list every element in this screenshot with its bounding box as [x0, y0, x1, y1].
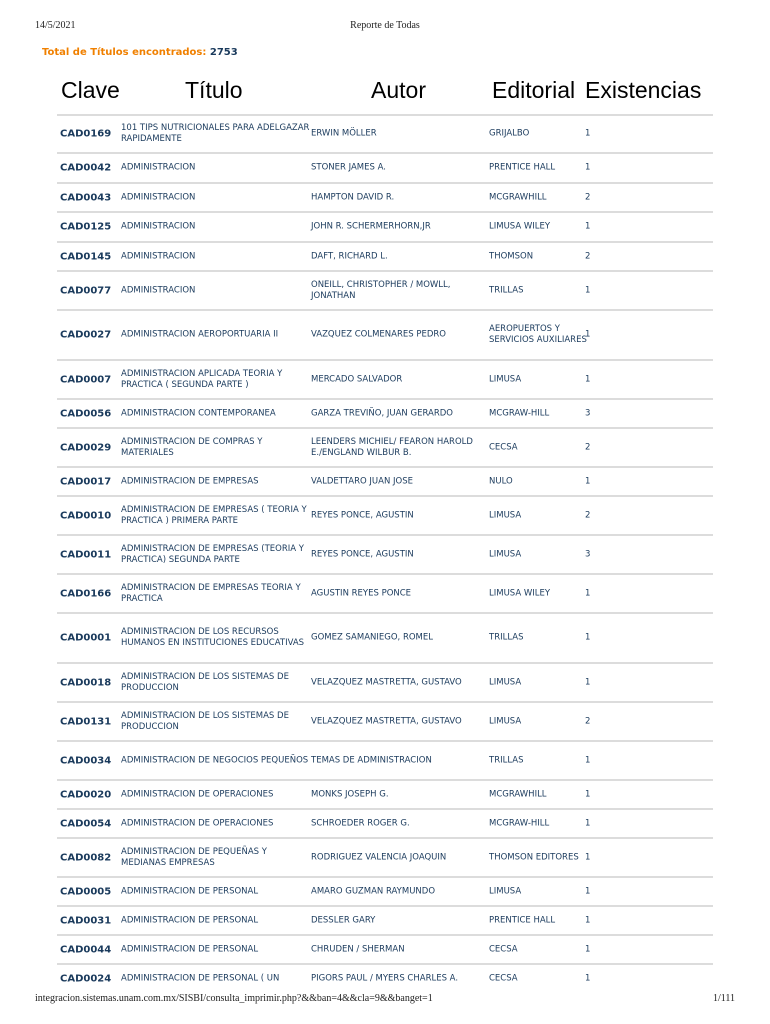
page-number: 1/111 — [712, 993, 735, 1004]
row-existencias: 2 — [585, 251, 591, 261]
row-clave: CAD0034 — [60, 755, 112, 766]
row-autor: AGUSTIN REYES PONCE — [311, 588, 412, 598]
row-autor: RODRIGUEZ VALENCIA JOAQUIN — [311, 852, 447, 862]
row-existencias: 1 — [585, 915, 591, 925]
table-row — [57, 662, 713, 701]
row-clave: CAD0054 — [60, 818, 112, 829]
row-autor: ONEILL, CHRISTOPHER / MOWLL, JONATHAN — [311, 279, 451, 301]
row-clave: CAD0024 — [60, 973, 112, 984]
table-row — [57, 270, 713, 309]
row-clave: CAD0042 — [60, 162, 112, 174]
table-row — [57, 309, 713, 359]
row-clave: CAD0001 — [60, 632, 112, 644]
page-url: integracion.sistemas.unam.com.mx/SISBI/consulta_imprimir.php?&&ban=4&&cla=9&&banget=1 — [35, 993, 433, 1004]
row-existencias: 3 — [585, 408, 591, 418]
row-editorial: LIMUSA WILEY — [489, 588, 551, 598]
col-titulo: Título — [185, 77, 243, 103]
table-row — [57, 466, 713, 495]
col-autor: Autor — [371, 77, 426, 103]
row-editorial: TRILLAS — [489, 755, 524, 765]
row-editorial: TRILLAS — [489, 632, 524, 643]
row-existencias: 1 — [585, 329, 591, 340]
row-clave: CAD0056 — [60, 408, 112, 419]
row-editorial: CECSA — [489, 944, 518, 954]
row-titulo: ADMINISTRACION DE PERSONAL — [121, 944, 259, 954]
row-autor: VAZQUEZ COLMENARES PEDRO — [311, 329, 446, 340]
row-autor: LEENDERS MICHIEL/ FEARON HAROLD E./ENGLAND WILBUR B. — [311, 436, 473, 458]
table-row — [57, 934, 713, 963]
row-clave: CAD0169 — [60, 128, 112, 140]
row-existencias: 1 — [585, 852, 591, 862]
row-editorial: MCGRAW-HILL — [489, 408, 550, 418]
row-existencias: 1 — [585, 818, 591, 828]
table-header — [58, 77, 718, 111]
row-existencias: 2 — [585, 510, 591, 520]
table-row — [57, 701, 713, 740]
table-row — [57, 398, 713, 427]
row-existencias: 1 — [585, 755, 591, 765]
row-clave: CAD0044 — [60, 944, 112, 955]
results-table — [57, 114, 713, 992]
table-row — [57, 114, 713, 152]
col-existencias: Existencias — [585, 77, 702, 103]
table-row — [57, 905, 713, 934]
row-titulo: ADMINISTRACION DE EMPRESAS ( TEORIA Y PRACTICA ) PRIMERA PARTE — [121, 504, 307, 526]
row-editorial: CECSA — [489, 973, 518, 983]
row-titulo: ADMINISTRACION APLICADA TEORIA Y PRACTICA ( SEGUNDA PARTE ) — [121, 368, 283, 390]
row-autor: VALDETTARO JUAN JOSE — [311, 476, 413, 486]
table-row — [57, 779, 713, 808]
row-existencias: 2 — [585, 716, 591, 726]
row-editorial: LIMUSA — [489, 549, 522, 559]
row-autor: ERWIN MÖLLER — [311, 128, 377, 139]
row-editorial: LIMUSA — [489, 886, 522, 896]
row-existencias: 1 — [585, 886, 591, 896]
row-clave: CAD0017 — [60, 476, 112, 487]
row-autor: VELAZQUEZ MASTRETTA, GUSTAVO — [311, 677, 462, 687]
total-count: 2753 — [209, 47, 238, 58]
row-existencias: 1 — [585, 973, 591, 983]
row-autor: JOHN R. SCHERMERHORN,JR — [311, 221, 431, 232]
row-titulo: ADMINISTRACION DE PEQUEÑAS Y MEDIANAS EMPRESAS — [121, 846, 267, 868]
row-editorial: PRENTICE HALL — [489, 915, 556, 925]
row-existencias: 1 — [585, 285, 591, 295]
row-editorial: MCGRAWHILL — [489, 192, 547, 202]
table-row — [57, 573, 713, 612]
row-clave: CAD0043 — [60, 192, 112, 203]
row-existencias: 2 — [585, 442, 591, 452]
row-existencias: 1 — [585, 476, 591, 486]
row-autor: DESSLER GARY — [311, 915, 376, 925]
row-titulo: ADMINISTRACION — [121, 221, 196, 232]
table-row — [57, 808, 713, 837]
row-titulo: ADMINISTRACION CONTEMPORANEA — [121, 408, 276, 418]
row-titulo: ADMINISTRACION — [121, 192, 196, 202]
row-titulo: ADMINISTRACION DE COMPRAS Y MATERIALES — [121, 436, 263, 458]
table-row — [57, 740, 713, 779]
row-editorial: THOMSON — [489, 251, 534, 261]
row-editorial: GRIJALBO — [489, 128, 530, 139]
row-clave: CAD0077 — [60, 285, 112, 296]
report-title: Reporte de Todas — [350, 20, 420, 31]
row-clave: CAD0020 — [60, 789, 112, 800]
row-autor: HAMPTON DAVID R. — [311, 192, 395, 202]
table-row — [57, 211, 713, 241]
table-row — [57, 241, 713, 270]
total-label: Total de Títulos encontrados: — [42, 47, 207, 58]
col-clave: Clave — [61, 77, 120, 103]
row-editorial: LIMUSA — [489, 716, 522, 726]
row-titulo: ADMINISTRACION DE LOS SISTEMAS DE PRODUCCION — [121, 671, 289, 693]
row-titulo: ADMINISTRACION DE PERSONAL ( UN — [121, 973, 280, 983]
row-titulo: ADMINISTRACION DE LOS RECURSOS HUMANOS EN INSTITUCIONES EDUCATIVAS — [121, 627, 305, 648]
row-autor: TEMAS DE ADMINISTRACION — [311, 755, 432, 765]
row-existencias: 1 — [585, 677, 591, 687]
table-row — [57, 152, 713, 182]
table-row — [57, 837, 713, 876]
row-editorial: MCGRAWHILL — [489, 789, 547, 799]
col-editorial: Editorial — [492, 77, 576, 103]
row-titulo: ADMINISTRACION — [121, 162, 196, 173]
row-titulo: ADMINISTRACION DE EMPRESAS TEORIA Y PRACTICA — [121, 582, 301, 604]
row-autor: DAFT, RICHARD L. — [311, 251, 388, 261]
row-clave: CAD0005 — [60, 886, 112, 897]
row-clave: CAD0018 — [60, 677, 112, 688]
row-existencias: 1 — [585, 632, 591, 643]
row-clave: CAD0011 — [60, 549, 112, 560]
print-date: 14/5/2021 — [35, 20, 76, 31]
row-clave: CAD0010 — [60, 510, 112, 521]
row-titulo: ADMINISTRACION DE LOS SISTEMAS DE PRODUCCION — [121, 710, 289, 732]
row-existencias: 1 — [585, 128, 591, 139]
table-row — [57, 963, 713, 992]
row-clave: CAD0125 — [60, 221, 112, 233]
table-row — [57, 495, 713, 534]
row-clave: CAD0007 — [60, 374, 112, 385]
table-row — [57, 359, 713, 398]
row-titulo: ADMINISTRACION DE EMPRESAS (TEORIA Y PRACTICA) SEGUNDA PARTE — [121, 543, 304, 565]
table-row — [57, 534, 713, 573]
row-editorial: LIMUSA — [489, 510, 522, 520]
row-existencias: 1 — [585, 162, 591, 173]
row-autor: GOMEZ SAMANIEGO, ROMEL — [311, 632, 433, 643]
row-clave: CAD0029 — [60, 442, 112, 453]
row-titulo: ADMINISTRACION DE OPERACIONES — [121, 789, 274, 799]
row-editorial: TRILLAS — [489, 285, 524, 295]
row-clave: CAD0027 — [60, 329, 112, 341]
row-existencias: 1 — [585, 944, 591, 954]
row-editorial: NULO — [489, 476, 513, 486]
row-autor: SCHROEDER ROGER G. — [311, 818, 410, 828]
row-existencias: 1 — [585, 221, 591, 232]
row-editorial: PRENTICE HALL — [489, 162, 556, 173]
row-titulo: ADMINISTRACION DE PERSONAL — [121, 915, 259, 925]
row-autor: MERCADO SALVADOR — [311, 374, 403, 384]
row-titulo: 101 TIPS NUTRICIONALES PARA ADELGAZAR RAPIDAMENTE — [121, 123, 310, 144]
row-autor: AMARO GUZMAN RAYMUNDO — [311, 886, 436, 896]
table-row — [57, 182, 713, 211]
row-titulo: ADMINISTRACION DE NEGOCIOS PEQUEÑOS — [121, 755, 309, 765]
row-autor: VELAZQUEZ MASTRETTA, GUSTAVO — [311, 716, 462, 726]
row-editorial: THOMSON EDITORES — [489, 852, 579, 862]
row-editorial: CECSA — [489, 442, 518, 452]
table-row — [57, 876, 713, 905]
table-row — [57, 427, 713, 466]
total-titles — [42, 47, 238, 58]
row-existencias: 3 — [585, 549, 591, 559]
row-editorial: LIMUSA WILEY — [489, 221, 551, 232]
row-editorial: LIMUSA — [489, 677, 522, 687]
row-titulo: ADMINISTRACION DE OPERACIONES — [121, 818, 274, 828]
row-clave: CAD0131 — [60, 716, 112, 727]
row-editorial: AEROPUERTOS Y SERVICIOS AUXILIARES — [489, 324, 587, 345]
row-existencias: 1 — [585, 374, 591, 384]
row-titulo: ADMINISTRACION DE EMPRESAS — [121, 476, 259, 486]
row-existencias: 2 — [585, 192, 591, 202]
row-clave: CAD0031 — [60, 915, 112, 926]
row-autor: STONER JAMES A. — [311, 162, 386, 173]
row-titulo: ADMINISTRACION — [121, 251, 196, 261]
row-titulo: ADMINISTRACION DE PERSONAL — [121, 886, 259, 896]
row-existencias: 1 — [585, 588, 591, 598]
row-autor: MONKS JOSEPH G. — [311, 789, 389, 799]
row-autor: REYES PONCE, AGUSTIN — [311, 510, 414, 520]
row-autor: REYES PONCE, AGUSTIN — [311, 549, 414, 559]
row-clave: CAD0145 — [60, 251, 112, 262]
row-existencias: 1 — [585, 789, 591, 799]
row-titulo: ADMINISTRACION AEROPORTUARIA II — [121, 329, 279, 340]
row-autor: GARZA TREVIÑO, JUAN GERARDO — [311, 408, 453, 418]
row-autor: CHRUDEN / SHERMAN — [311, 944, 405, 954]
row-autor: PIGORS PAUL / MYERS CHARLES A. — [311, 973, 459, 983]
table-row — [57, 612, 713, 662]
row-clave: CAD0166 — [60, 588, 112, 599]
row-editorial: MCGRAW-HILL — [489, 818, 550, 828]
row-editorial: LIMUSA — [489, 374, 522, 384]
row-clave: CAD0082 — [60, 852, 112, 863]
row-titulo: ADMINISTRACION — [121, 285, 196, 295]
